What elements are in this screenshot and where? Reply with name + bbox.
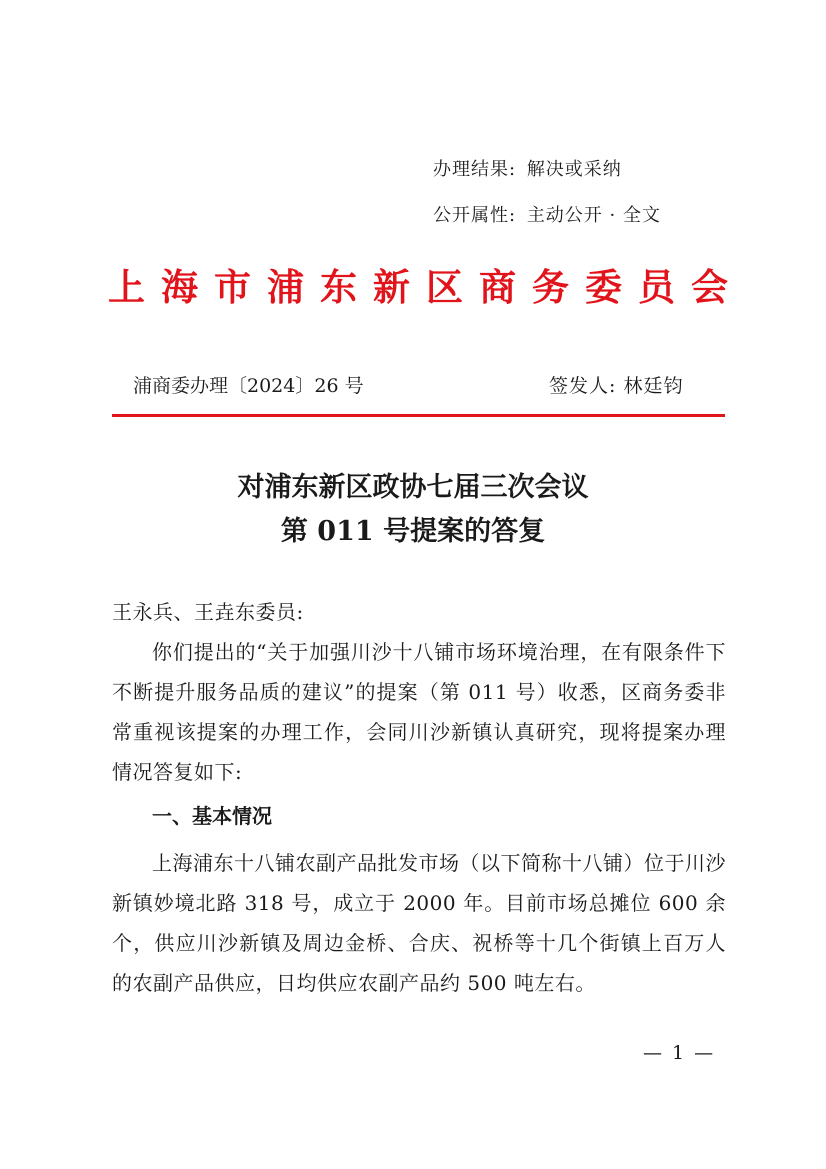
signer-label: 签发人: [549,375,617,397]
body-paragraph-1: 你们提出的“关于加强川沙十八铺市场环境治理，在有限条件下不断提升服务品质的建议”的提案（第 011 号）收悉，区商务委非常重视该提案的办理工作，会同川沙新镇认真研究，现将提案办理情况答复如下: [112,640,726,784]
organization-title-char: 新 [373,265,410,309]
disclosure-value: 主动公开 · 全文 [526,205,661,226]
organization-title-char: 浦 [267,265,304,309]
signer-name: 林廷钧 [623,375,684,397]
organization-title-char: 委 [585,265,622,309]
signer-line [549,371,683,398]
organization-title-char: 员 [638,265,675,309]
page-number: — 1 — [643,1042,716,1064]
body-paragraph-2: 上海浦东十八铺农副产品批发市场（以下简称十八铺）位于川沙新镇妙境北路 318 号，成立于 2000 年。目前市场总摊位 600 余个，供应川沙新镇及周边金桥、合庆、祝桥等十几个街镇上百万人的农副产品供应，日均供应农副产品约 500 吨左右。 [112,851,726,995]
salutation: 王永兵、王垚东委员: [112,600,304,624]
handling-result-line [433,155,622,181]
section-heading-basic-info: 一、基本情况 [152,804,272,828]
organization-title-char: 市 [214,265,251,309]
handling-result-label: 办理结果: [433,159,517,180]
organization-title-char: 商 [479,265,516,309]
organization-title-char: 东 [320,265,357,309]
organization-title [108,262,728,312]
organization-title-char: 海 [161,265,198,309]
handling-result-value: 解决或采纳 [526,159,622,180]
document-title-line-1: 对浦东新区政协七届三次会议 [237,472,589,503]
document-title [0,466,826,554]
disclosure-label: 公开属性: [433,205,517,226]
red-divider [112,414,725,417]
organization-title-char: 会 [691,265,728,309]
organization-title-char: 上 [108,265,145,309]
document-number: 浦商委办理〔2024〕26 号 [133,375,364,397]
organization-title-char: 区 [426,265,463,309]
disclosure-line [433,201,661,227]
organization-title-char: 务 [532,265,569,309]
document-title-line-2: 第 011 号提案的答复 [280,516,546,547]
